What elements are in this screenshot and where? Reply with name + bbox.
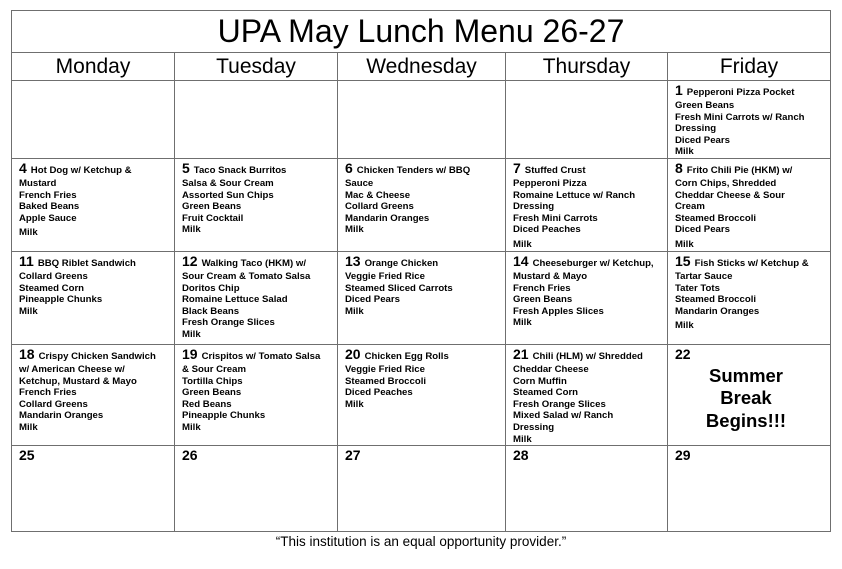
calendar-day-18: [12, 344, 175, 445]
calendar-day-empty: [12, 81, 175, 159]
menu-item: Milk: [513, 317, 532, 329]
menu-item: Hot Dog w/ Ketchup &: [30, 164, 132, 176]
menu-item: Milk: [345, 305, 364, 317]
menu-item: Steamed Broccoli: [675, 212, 757, 224]
menu-item: Veggie Fried Rice: [345, 363, 425, 375]
menu-item: Chili (HLM) w/ Shredded: [532, 350, 643, 362]
calendar-day-empty: [175, 81, 338, 159]
calendar-day-15: [668, 251, 831, 344]
menu-item: Corn Muffin: [513, 375, 567, 387]
calendar-day-empty: [338, 81, 506, 159]
menu-item: Mustard & Mayo: [513, 270, 588, 282]
menu-item: French Fries: [513, 282, 571, 294]
calendar-day-7: [506, 158, 668, 251]
menu-item: Green Beans: [182, 201, 242, 213]
menu-item: Fish Sticks w/ Ketchup &: [694, 257, 809, 269]
day-number: 7: [513, 159, 521, 176]
calendar-day-4: [12, 158, 175, 251]
menu-item: BBQ Riblet Sandwich: [37, 257, 136, 269]
menu-item: Pepperoni Pizza: [513, 177, 587, 189]
day-number: 27: [345, 447, 361, 464]
menu-item: Milk: [345, 398, 364, 410]
menu-item: w/ American Cheese w/: [19, 363, 125, 375]
menu-item: Green Beans: [182, 387, 242, 399]
summer-break-notice: [675, 365, 825, 433]
menu-item: Collard Greens: [19, 398, 88, 410]
menu-item: Milk: [182, 328, 201, 340]
day-number: 18: [19, 345, 35, 362]
day-header-monday: Monday: [12, 53, 175, 81]
menu-item: Crispy Chicken Sandwich: [38, 350, 156, 362]
menu-item: Frito Chili Pie (HKM) w/: [686, 164, 793, 176]
menu-item: Corn Chips, Shredded: [675, 177, 777, 189]
menu-item: Cheeseburger w/ Ketchup,: [532, 257, 654, 269]
menu-item: French Fries: [19, 189, 77, 201]
menu-item: Steamed Sliced Carrots: [345, 282, 453, 294]
menu-item: Cheddar Cheese: [513, 363, 589, 375]
day-number: 22: [675, 345, 691, 362]
day-number: 6: [345, 159, 353, 176]
day-number: 26: [182, 447, 198, 464]
menu-item: Mustard: [19, 177, 57, 189]
menu-item: Milk: [513, 433, 532, 445]
calendar-day-12: [175, 251, 338, 344]
menu-item: Diced Peaches: [345, 387, 413, 399]
day-number: 14: [513, 252, 529, 269]
menu-item: Milk: [19, 421, 38, 433]
menu-calendar: [11, 10, 831, 532]
menu-item: Baked Beans: [19, 201, 80, 213]
menu-item: Fresh Mini Carrots w/ Ranch: [675, 111, 805, 123]
menu-item: Cheddar Cheese & Sour: [675, 189, 785, 201]
notice-line: Begins!!!: [705, 409, 787, 431]
menu-item: Tortilla Chips: [182, 375, 243, 387]
menu-item: Mandarin Oranges: [19, 410, 104, 422]
calendar-day-5: [175, 158, 338, 251]
calendar-day-25: [12, 446, 175, 532]
menu-item: Apple Sauce: [19, 212, 77, 224]
menu-item: Tartar Sauce: [675, 270, 733, 282]
menu-item: Milk: [19, 227, 38, 239]
menu-item: Steamed Corn: [19, 282, 85, 294]
menu-item: Pineapple Chunks: [19, 294, 103, 306]
menu-item: Collard Greens: [345, 201, 414, 213]
day-number: 28: [513, 447, 529, 464]
page-title: UPA May Lunch Menu 26-27: [12, 11, 831, 53]
day-number: 1: [675, 82, 683, 98]
menu-item: Orange Chicken: [364, 257, 439, 269]
notice-line: Summer: [708, 364, 784, 386]
menu-item: Walking Taco (HKM) w/: [201, 257, 307, 269]
menu-item: Fresh Orange Slices: [182, 317, 275, 329]
calendar-day-27: [338, 446, 506, 532]
menu-item: Fruit Cocktail: [182, 212, 244, 224]
day-header-tuesday: Tuesday: [175, 53, 338, 81]
menu-item: Fresh Apples Slices: [513, 305, 604, 317]
menu-item: Dressing: [513, 201, 555, 213]
day-number: 15: [675, 252, 691, 269]
menu-item: & Sour Cream: [182, 363, 246, 375]
menu-item: Fresh Orange Slices: [513, 398, 606, 410]
menu-item: Pineapple Chunks: [182, 410, 266, 422]
menu-item: Romaine Lettuce Salad: [182, 294, 288, 306]
calendar-day-28: [506, 446, 668, 532]
footer-disclaimer: “This institution is an equal opportunity provider.”: [275, 534, 567, 549]
menu-item: Diced Pears: [345, 294, 400, 306]
menu-item: Mandarin Oranges: [675, 305, 760, 317]
day-number: 13: [345, 252, 361, 269]
calendar-day-22: [668, 344, 831, 445]
day-number: 11: [19, 252, 34, 269]
notice-line: Break: [720, 387, 772, 409]
calendar-day-8: [668, 158, 831, 251]
day-number: 20: [345, 345, 361, 362]
menu-item: Milk: [675, 238, 694, 250]
menu-item: Milk: [19, 305, 38, 317]
menu-item: Sauce: [345, 177, 374, 189]
day-header-friday: Friday: [668, 53, 831, 81]
menu-item: Diced Pears: [675, 134, 730, 146]
menu-item: Chicken Egg Rolls: [364, 350, 449, 362]
menu-item: Mac & Cheese: [345, 189, 411, 201]
menu-item: Assorted Sun Chips: [182, 189, 274, 201]
day-number: 19: [182, 345, 198, 362]
day-header-thursday: Thursday: [506, 53, 668, 81]
menu-item: Milk: [182, 224, 201, 236]
day-number: 8: [675, 159, 683, 176]
calendar-day-11: [12, 251, 175, 344]
calendar-day-29: [668, 446, 831, 532]
calendar-day-14: [506, 251, 668, 344]
menu-item: Doritos Chip: [182, 282, 240, 294]
menu-item: Taco Snack Burritos: [193, 164, 287, 176]
menu-item: Red Beans: [182, 398, 232, 410]
calendar-day-13: [338, 251, 506, 344]
calendar-day-6: [338, 158, 506, 251]
menu-item: Green Beans: [513, 294, 573, 306]
menu-item: Dressing: [675, 123, 717, 135]
menu-item: Black Beans: [182, 305, 240, 317]
day-number: 21: [513, 345, 529, 362]
day-number: 12: [182, 252, 198, 269]
menu-item: Milk: [513, 238, 532, 250]
calendar-day-empty: [506, 81, 668, 159]
day-number: 25: [19, 447, 35, 464]
menu-item: Steamed Broccoli: [345, 375, 427, 387]
menu-item: Chicken Tenders w/ BBQ: [356, 164, 471, 176]
menu-item: Cream: [675, 201, 705, 213]
menu-item: Mandarin Oranges: [345, 212, 430, 224]
menu-item: French Fries: [19, 387, 77, 399]
menu-item: Salsa & Sour Cream: [182, 177, 274, 189]
calendar-day-20: [338, 344, 506, 445]
menu-item: Dressing: [513, 421, 555, 433]
day-header-wednesday: Wednesday: [338, 53, 506, 81]
day-number: 29: [675, 447, 691, 464]
menu-item: Milk: [182, 421, 201, 433]
menu-item: Sour Cream & Tomato Salsa: [182, 270, 311, 282]
menu-item: Stuffed Crust: [524, 164, 586, 176]
menu-item: Green Beans: [675, 100, 735, 111]
calendar-day-19: [175, 344, 338, 445]
menu-item: Ketchup, Mustard & Mayo: [19, 375, 137, 387]
menu-item: Milk: [675, 320, 694, 332]
calendar-day-26: [175, 446, 338, 532]
calendar-day-21: [506, 344, 668, 445]
menu-item: Mixed Salad w/ Ranch: [513, 410, 614, 422]
menu-item: Fresh Mini Carrots: [513, 212, 598, 224]
menu-item: Diced Peaches: [513, 224, 581, 236]
menu-item: Steamed Broccoli: [675, 294, 757, 306]
menu-item: Diced Pears: [675, 224, 730, 236]
menu-item: Milk: [345, 224, 364, 236]
day-number: 5: [182, 159, 190, 176]
menu-item: Collard Greens: [19, 270, 88, 282]
menu-item: Pepperoni Pizza Pocket: [686, 87, 795, 98]
menu-item: Romaine Lettuce w/ Ranch: [513, 189, 636, 201]
menu-item: Steamed Corn: [513, 387, 579, 399]
calendar-day-1: [668, 81, 831, 159]
menu-item: Crispitos w/ Tomato Salsa: [201, 350, 321, 362]
menu-item: Veggie Fried Rice: [345, 270, 425, 282]
day-number: 4: [19, 159, 27, 176]
menu-item: Tater Tots: [675, 282, 720, 294]
menu-item: Milk: [675, 146, 694, 158]
